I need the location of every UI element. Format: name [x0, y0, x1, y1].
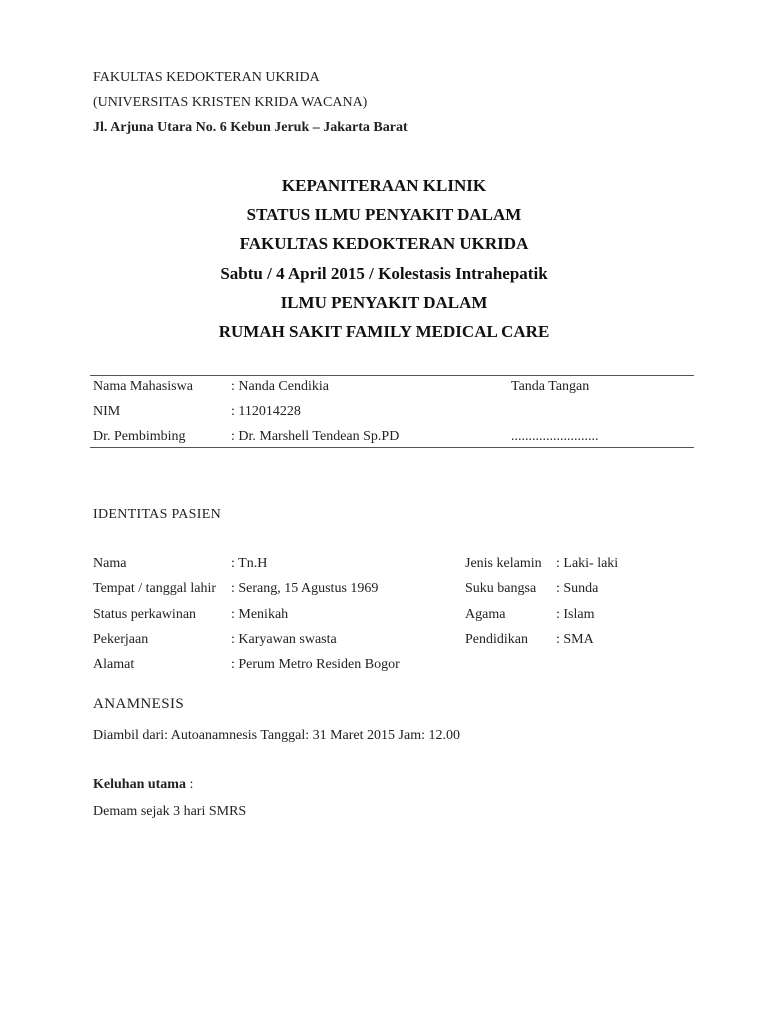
anamnesis-source: Diambil dari: Autoanamnesis Tanggal: 31 Maret 2015 Jam: 12.00: [93, 728, 460, 743]
identity-label: Agama: [465, 607, 506, 622]
title-department: ILMU PENYAKIT DALAM: [280, 293, 488, 312]
address-header: Jl. Arjuna Utara No. 6 Kebun Jeruk – Jakarta Barat: [93, 120, 408, 135]
identity-value: : SMA: [556, 632, 594, 647]
student-name-value: : Nanda Cendikia: [231, 379, 329, 394]
nim-label: NIM: [93, 404, 121, 419]
identity-label: Pekerjaan: [93, 632, 149, 647]
title-clinical-rotation: KEPANITERAAN KLINIK: [281, 176, 487, 195]
signature-label: Tanda Tangan: [511, 379, 590, 394]
faculty-header: FAKULTAS KEDOKTERAN UKRIDA: [93, 70, 320, 85]
top-rule: [90, 375, 694, 376]
identity-label: Jenis kelamin: [465, 556, 542, 571]
nim-value: : 112014228: [231, 404, 301, 419]
identity-heading: IDENTITAS PASIEN: [93, 507, 221, 522]
supervisor-label: Dr. Pembimbing: [93, 429, 186, 444]
chief-complaint-label: Keluhan utama: [93, 777, 186, 792]
identity-label: Status perkawinan: [93, 607, 197, 622]
identity-label: Alamat: [93, 657, 135, 672]
student-name-label: Nama Mahasiswa: [93, 379, 193, 394]
chief-complaint-text: Demam sejak 3 hari SMRS: [93, 804, 247, 819]
chief-complaint-colon: :: [185, 777, 194, 792]
identity-label: Tempat / tanggal lahir: [93, 581, 217, 596]
identity-value: : Karyawan swasta: [231, 632, 337, 647]
identity-value: : Tn.H: [231, 556, 268, 571]
identity-value: : Perum Metro Residen Bogor: [231, 657, 400, 672]
identity-value: : Laki- laki: [556, 556, 619, 571]
identity-label: Suku bangsa: [465, 581, 537, 596]
identity-value: : Sunda: [556, 581, 599, 596]
chief-complaint-row: [93, 777, 193, 793]
identity-label: Nama: [93, 556, 127, 571]
identity-value: : Menikah: [231, 607, 289, 622]
supervisor-value: : Dr. Marshell Tendean Sp.PD: [231, 429, 400, 444]
title-faculty: FAKULTAS KEDOKTERAN UKRIDA: [239, 234, 529, 253]
bottom-rule: [90, 447, 694, 448]
title-status: STATUS ILMU PENYAKIT DALAM: [246, 205, 522, 224]
identity-value: : Islam: [556, 607, 595, 622]
anamnesis-heading: ANAMNESIS: [93, 696, 185, 712]
title-hospital: RUMAH SAKIT FAMILY MEDICAL CARE: [218, 322, 550, 341]
identity-label: Pendidikan: [465, 632, 528, 647]
signature-line: .........................: [511, 429, 599, 444]
identity-value: : Serang, 15 Agustus 1969: [231, 581, 379, 596]
university-header: (UNIVERSITAS KRISTEN KRIDA WACANA): [93, 95, 368, 110]
title-date-case: Sabtu / 4 April 2015 / Kolestasis Intrahepatik: [220, 264, 548, 283]
